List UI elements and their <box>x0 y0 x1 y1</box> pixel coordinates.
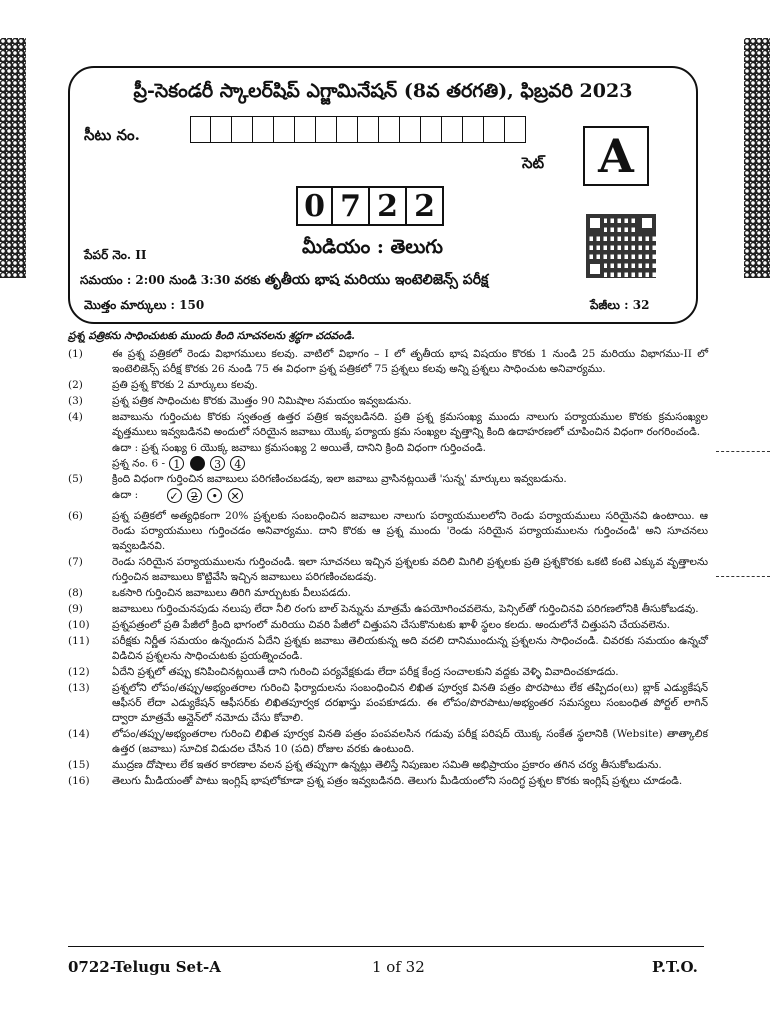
instruction-text: తెలుగు మీడియంతో పాటు ఇంగ్లిష్ భాషలోకూడా ప్రశ్న పత్రం ఇవ్వబడినది. తెలుగు మీడియంలోని సందిగ్ధ ప్రశ్నల కొరకు ఇంగ్లిష్ ప్రశ్నలు చూడండి. <box>112 775 683 787</box>
wrong-bubble-cross: ✕ <box>228 488 243 503</box>
instruction-number: (9) <box>68 603 83 615</box>
paper-number: పేపర్ నెం. II <box>84 248 147 262</box>
instruction-number: (15) <box>68 759 90 771</box>
instruction-number: (8) <box>68 587 83 599</box>
instruction-text: ఏదేని ప్రశ్నలో తప్పు కనిపించినట్లయితే దాని గురించి పర్యవేక్షకుడు లేదా పరీక్ష కేంద్ర సంచాలకుని వద్దకు వెళ్ళి వివాదించకూడదు. <box>112 666 619 678</box>
wrong-bubble-tick: ✓ <box>167 488 182 503</box>
instruction-text: రెండు సరియైన పర్యాయములను గుర్తించండి. ఇలా సూచనలు ఇచ్చిన ప్రశ్నలకు వదిలి మిగిలి ప్రశ్నలకు ప్రతి ప్రశ్నకొరకు ఒకటి కంటె ఎక్కువ వృత్తాలను గుర్తించిన జవాబులు కొట్టివేసి ఇచ్చిన జవాబులు పరిగణించబడవు. <box>112 556 708 583</box>
code-digit-box: 2 <box>407 186 444 226</box>
qr-finder-bottom-left <box>586 260 604 278</box>
seat-number-label: సీటు నం. <box>84 126 140 144</box>
instruction-item <box>68 602 708 617</box>
seat-digit-box <box>400 116 421 143</box>
seat-digit-box <box>295 116 316 143</box>
instruction-item <box>68 727 708 757</box>
instruction-item <box>68 681 708 726</box>
seat-digit-box <box>484 116 505 143</box>
paper-code-boxes <box>296 186 444 226</box>
instruction-number: (16) <box>68 775 90 787</box>
instruction-item <box>68 634 708 664</box>
instruction-item <box>68 410 708 440</box>
example-question-label: ప్రశ్న నం. 6 - <box>112 457 166 470</box>
seat-digit-box <box>190 116 211 143</box>
footer-paper-code: 0722-Telugu Set-A <box>68 958 221 976</box>
instruction-item <box>68 472 708 487</box>
time-line <box>80 272 488 291</box>
seat-digit-box <box>379 116 400 143</box>
seat-digit-box <box>337 116 358 143</box>
instruction-text: పరీక్షకు నిర్ణీత సమయం ఉన్నందున ఏదేని ప్రశ్నకు జవాబు తెలియకున్న అది వదలి దానిముందున్న ప్రశ్నలను సాధించండి. చివరకు సమయం ఉన్నచో విడిచిన ప్రశ్నలను సాధించుటకు ప్రయత్నించండి. <box>112 635 708 662</box>
instruction-item <box>68 347 708 377</box>
instruction-number: (7) <box>68 556 83 568</box>
seat-digit-box <box>421 116 442 143</box>
wrong-example-label: ఉదా : <box>112 489 139 501</box>
footer-rule <box>68 946 704 947</box>
instruction-number: (1) <box>68 348 83 360</box>
instruction-item <box>68 758 708 773</box>
instruction-item <box>68 774 708 789</box>
wrong-bubble-dot: • <box>207 488 222 503</box>
exam-header-box <box>68 66 698 324</box>
instruction-text: ప్రశ్నపత్రంలో ప్రతి పేజీలో క్రింది భాగంలో మరియు చివరి పేజీలో చిత్తుపని చేసుకొనుటకు ఖాళీ స్థలం కలదు. అందులోనే చిత్తుపని చేయవలెను. <box>112 619 671 631</box>
code-digit-box: 7 <box>333 186 370 226</box>
instruction-item <box>68 665 708 680</box>
seat-digit-box <box>463 116 484 143</box>
instruction-text: ఒకసారి గుర్తించిన జవాబులు తిరిగి మార్చుటకు వీలుపడదు. <box>112 587 351 599</box>
instruction-item <box>68 618 708 633</box>
instruction-number: (2) <box>68 379 83 391</box>
instruction-text: ప్రశ్న పత్రిక సాధించుట కొరకు మొత్తం 90 నిమిషాల సమయం ఇవ్వబడును. <box>112 395 412 407</box>
medium-label: మీడియం : తెలుగు <box>302 236 443 258</box>
seat-digit-box <box>211 116 232 143</box>
instruction-item <box>68 586 708 601</box>
seat-digit-box <box>232 116 253 143</box>
seat-digit-box <box>253 116 274 143</box>
instruction-text: ప్రశ్నలోని లోపం/తప్పు/అభ్యంతరాల గురించి ఫిర్యాదులను సంబంధించిన లిఖిత పూర్వక వినతి పత్రం పొరపాటు లేక తప్పిదం(లు) బ్లాక్ ఎడ్యుకేషన్ ఆఫీసర్ లేదా ఎడ్యుకేషన్ ఆఫీసర్‌కు లిఖితపూర్వక దరఖాస్తు పంపకూడదు. ఈ లోపం/పొరపాటు/అభ్యంతర సమస్యలు సంబంధిత పోర్టల్ లాగిన్ ద్వారా మాత్రమే ఆన్లైన్‌లో నమోదు చేసు కోవాలి. <box>112 682 708 724</box>
seat-digit-box <box>505 116 526 143</box>
instruction-text: ప్రశ్న పత్రికలో అత్యధికంగా 20% ప్రశ్నలకు సంబంధించిన జవాబుల నాలుగు పర్యాయములలోని రెండు పర్యాయములు సరియైనవి ఉంటాయి. ఆ రెండు పర్యాయములు గుర్తించడం అనివార్యము. దాని కొరకు ఆ ప్రశ్న ముందు 'రెండు సరియైన పర్యాయములను గుర్తించండి' అని సూచనలు ఇవ్వబడినవి. <box>112 510 708 552</box>
seat-number-boxes <box>190 116 526 143</box>
instructions-heading: ప్రశ్న పత్రికను సాధించుటకు ముందు కింది సూచనలను శ్రద్ధగా చదవండి. <box>68 330 355 342</box>
instruction-text: ప్రతి ప్రశ్న కొరకు 2 మార్కులు కలవు. <box>112 379 258 391</box>
example-bubble-4: 4 <box>230 456 245 471</box>
seat-digit-box <box>274 116 295 143</box>
instructions-list <box>68 347 708 790</box>
example-bubbles-row <box>68 456 708 472</box>
wrong-bubble-strike: 2 <box>187 488 202 503</box>
instruction-number: (13) <box>68 682 90 694</box>
exam-time: సమయం : 2:00 నుండి 3:30 వరకు <box>80 273 261 287</box>
exam-title: ప్రీ-సెకండరీ స్కాలర్‌షిప్ ఎగ్జామినేషన్ (8వ తరగతి), ఫిబ్రవరి 2023 <box>133 80 633 102</box>
instruction-item <box>68 394 708 409</box>
instruction-number: (5) <box>68 472 83 485</box>
cut-line-2 <box>716 576 770 577</box>
example-bubble-3: 3 <box>210 456 225 471</box>
instruction-text: ఈ ప్రశ్న పత్రికలో రెండు విభాగములు కలవు. వాటిలో విభాగం – I లో తృతీయ భాష విషయం కొరకు 1 నుండి 25 మరియు విభాగము-II లో ఇంటెలిజెన్స్ పరీక్ష కొరకు 26 నుండి 75 ఈ విధంగా ప్రశ్న పత్రికలో 75 ప్రశ్నలు కలవు అన్ని ప్రశ్నలు సాధించుట అనివార్యము. <box>112 348 708 375</box>
code-digit-box: 2 <box>370 186 407 226</box>
example-line: ఉదా : ప్రశ్న సంఖ్య 6 యొక్క జవాబు క్రమసంఖ్య 2 అయితే, దానిని క్రింది విధంగా గుర్తించండి. <box>112 442 487 454</box>
set-label: సెట్ <box>522 154 545 172</box>
qr-finder-top-right <box>638 214 656 232</box>
example-bubble-1: 1 <box>169 456 184 471</box>
instruction-text: లోపం/తప్పు/అభ్యంతరాల గురించి లిఖిత పూర్వక వినతి పత్రం పంపవలసిన గడువు పరీక్ష పరిషద్ యొక్క సంకేత స్థలానికి (Website) తాత్కాలిక ఉత్తర (జవాబు) సూచిక విడుదల చేసిన 10 (పది) రోజుల వరకు ఉంటుంది. <box>112 728 708 755</box>
paper-name: తృతీయ భాష మరియు ఇంటెలిజెన్స్ పరీక్ష <box>264 272 489 288</box>
instruction-number: (10) <box>68 619 90 631</box>
seat-digit-box <box>442 116 463 143</box>
code-digit-box: 0 <box>296 186 333 226</box>
instruction-number: (14) <box>68 728 90 740</box>
instruction-number: (3) <box>68 395 83 407</box>
instruction-item <box>68 378 708 393</box>
instruction-number: (11) <box>68 635 90 647</box>
seat-digit-box <box>316 116 337 143</box>
instruction-number: (4) <box>68 411 83 423</box>
right-border-pattern <box>744 38 770 278</box>
cut-line-1 <box>716 451 770 452</box>
instruction-number: (6) <box>68 510 83 522</box>
wrong-marking-row <box>68 488 708 504</box>
page-count: పేజీలు : 32 <box>590 298 650 312</box>
qr-finder-top-left <box>586 214 604 232</box>
example-bubble-2-filled <box>190 456 205 471</box>
qr-code-icon <box>586 214 656 278</box>
set-value-box: A <box>583 126 649 186</box>
instruction-item <box>68 555 708 585</box>
instruction-text: క్రింది విధంగా గుర్తించిన జవాబులు పరిగణించబడవు, ఇలా జవాబు వ్రాసినట్లయితే 'సున్న' మార్కులు ఇవ్వబడును. <box>112 472 567 485</box>
instruction-text: జవాబును గుర్తించుట కొరకు స్వతంత్ర ఉత్తర పత్రిక ఇవ్వబడినది. ప్రతి ప్రశ్న క్రమసంఖ్య ముందు నాలుగు పర్యాయముల కొరకు క్రమసంఖ్యల వృత్తములు ఇవ్వబడినవి అందులో సరియైన జవాబు యొక్క పర్యాయ క్రమ సంఖ్యల వృత్తాన్ని కింది ఉదాహరణలో చూపించిన విధంగా రంగరించండి. <box>112 411 708 438</box>
left-border-pattern <box>0 38 26 278</box>
instruction-number: (12) <box>68 666 90 678</box>
instruction-item <box>68 509 708 554</box>
footer-page-number: 1 of 32 <box>372 958 425 976</box>
instruction-text: జవాబులు గుర్తించునపుడు నలుపు లేదా నీలి రంగు బాల్ పెన్నును మాత్రమే ఉపయోగించవలెను, పెన్సిల్‌తో గుర్తించినవి పరిగణలోనికి తీసుకోబడవు. <box>112 603 699 615</box>
instruction-text: ముద్రణ దోషాలు లేక ఇతర కారణాల వలన ప్రశ్న తప్పుగా ఉన్నట్లు తెలిస్తే నిపుణుల సమితి అభిప్రాయం ప్రకారం తగిన చర్య తీసుకోబడును. <box>112 759 662 771</box>
seat-digit-box <box>358 116 379 143</box>
footer-pto: P.T.O. <box>652 958 698 976</box>
total-marks: మొత్తం మార్కులు : 150 <box>84 298 205 312</box>
